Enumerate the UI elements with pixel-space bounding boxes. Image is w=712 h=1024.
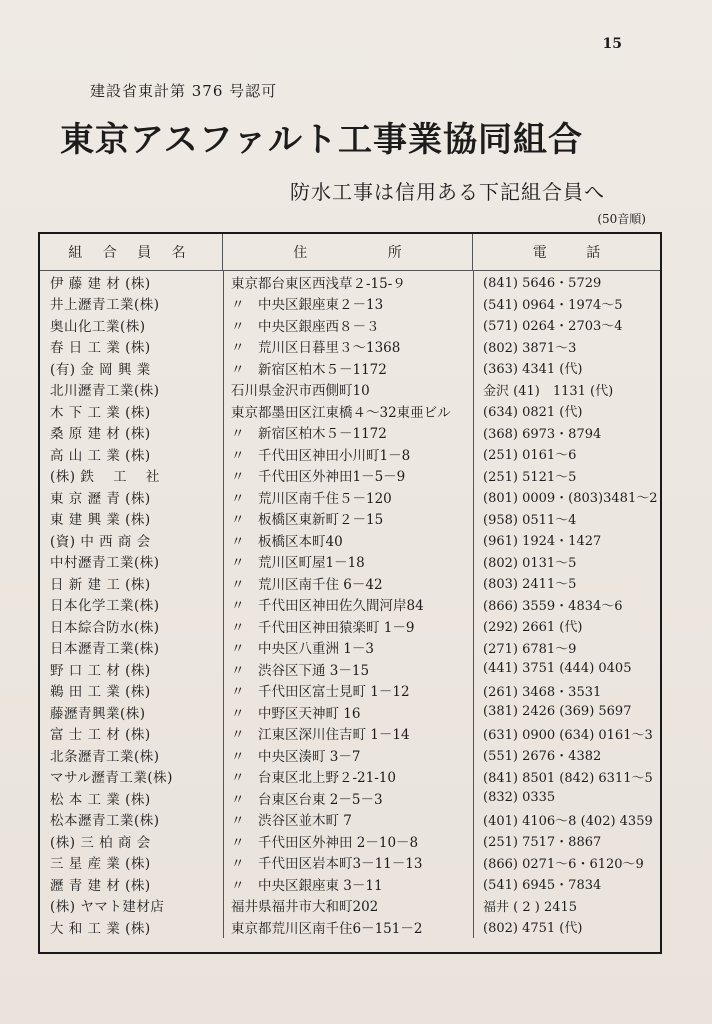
member-tel: (541) 6945・7834 bbox=[483, 878, 602, 894]
member-name: 奥山化工業(株) bbox=[50, 318, 146, 335]
table-row bbox=[40, 787, 660, 809]
table-row bbox=[40, 293, 660, 315]
member-address: 〃 中央区八重洲 1－3 bbox=[231, 641, 374, 658]
member-address: 〃 中央区銀座東 3－11 bbox=[231, 877, 383, 894]
table-row bbox=[40, 271, 660, 293]
page-subtitle: 防水工事は信用ある下記組合員へ bbox=[290, 180, 605, 204]
member-address: 〃 中央区銀座東２－13 bbox=[231, 297, 384, 314]
member-address: 〃 江東区深川住吉町 1－14 bbox=[231, 727, 410, 744]
member-name: (有) 金 岡 興 業 bbox=[50, 361, 151, 378]
member-tel: (802) 3871～3 bbox=[483, 340, 577, 356]
member-address: 〃 荒川区日暮里３～1368 bbox=[231, 340, 401, 357]
member-address: 〃 板橋区東新町２－15 bbox=[231, 512, 384, 529]
member-tel: (541) 0964・1974～5 bbox=[483, 297, 623, 313]
column-divider bbox=[473, 271, 474, 938]
member-tel: (958) 0511～4 bbox=[483, 512, 577, 528]
member-tel: (251) 0161～6 bbox=[483, 448, 577, 464]
member-tel: (363) 4341 (代) bbox=[483, 362, 583, 378]
member-name: 東 京 瀝 青 (株) bbox=[50, 490, 151, 507]
member-address: 〃 渋谷区並木町 7 bbox=[231, 813, 352, 830]
member-address: 〃 荒川区南千住５－120 bbox=[231, 490, 392, 507]
member-name: 木 下 工 業 (株) bbox=[50, 404, 151, 421]
member-name: 高 山 工 業 (株) bbox=[50, 447, 151, 464]
table-row bbox=[40, 486, 660, 508]
member-name: 野 口 工 材 (株) bbox=[50, 662, 151, 679]
member-tel: 金沢 (41) 1131 (代) bbox=[483, 383, 614, 399]
table-row bbox=[40, 766, 660, 788]
member-address: 〃 中野区天神町 16 bbox=[231, 705, 361, 722]
member-address: 福井県福井市大和町202 bbox=[231, 899, 379, 916]
member-tel: (251) 5121～5 bbox=[483, 469, 577, 485]
member-tel: (961) 1924・1427 bbox=[483, 534, 602, 550]
member-address: 石川県金沢市西側町10 bbox=[231, 383, 370, 400]
member-name: (株) ヤマト建材店 bbox=[50, 899, 165, 916]
member-address: 〃 千代田区神田佐久間河岸84 bbox=[231, 598, 424, 615]
table-row bbox=[40, 572, 660, 594]
member-address: 〃 中央区銀座西８－３ bbox=[231, 318, 380, 335]
member-tel: (802) 0131～5 bbox=[483, 555, 577, 571]
member-name: 三 星 産 業 (株) bbox=[50, 856, 151, 873]
member-address: 〃 千代田区神田猿楽町 1－9 bbox=[231, 619, 415, 636]
member-address: 〃 千代田区富士見町 1－12 bbox=[231, 684, 410, 701]
member-tel: (631) 0900 (634) 0161～3 bbox=[483, 727, 653, 743]
member-name: 伊 藤 建 材 (株) bbox=[50, 275, 151, 292]
approval-note: 建設省東計第 376 号認可 bbox=[90, 82, 278, 100]
table-header bbox=[40, 234, 660, 271]
member-address: 〃 台東区台東 2－5－3 bbox=[231, 791, 383, 808]
member-address: 〃 千代田区神田小川町1－8 bbox=[231, 447, 411, 464]
header-address bbox=[223, 234, 473, 270]
table-row bbox=[40, 379, 660, 401]
header-tel-char-2: 話 bbox=[586, 245, 601, 261]
member-name: 日本瀝青工業(株) bbox=[50, 641, 160, 658]
member-tel: (841) 5646・5729 bbox=[483, 276, 602, 292]
member-tel: (292) 2661 (代) bbox=[483, 620, 583, 636]
member-name: 東 建 興 業 (株) bbox=[50, 512, 151, 529]
member-tel: (441) 3751 (444) 0405 bbox=[483, 661, 632, 677]
table-row bbox=[40, 508, 660, 530]
table-row bbox=[40, 658, 660, 680]
table-row bbox=[40, 809, 660, 831]
member-address: 東京都荒川区南千住6－151－2 bbox=[231, 920, 423, 937]
member-name: 日本綜合防水(株) bbox=[50, 619, 160, 636]
member-tel: (634) 0821 (代) bbox=[483, 405, 583, 421]
member-name: (資) 中 西 商 会 bbox=[50, 533, 151, 550]
table-row bbox=[40, 551, 660, 573]
member-tel: (866) 0271～6・6120～9 bbox=[483, 856, 644, 872]
member-name: マサル瀝青工業(株) bbox=[50, 770, 173, 787]
member-address: 〃 千代田区外神田1－5－9 bbox=[231, 469, 406, 486]
table-body bbox=[40, 271, 660, 938]
member-tel: 福井 ( 2 ) 2415 bbox=[483, 899, 578, 915]
table-row bbox=[40, 895, 660, 917]
member-tel: (866) 3559・4834～6 bbox=[483, 598, 623, 614]
table-row bbox=[40, 830, 660, 852]
table-row bbox=[40, 615, 660, 637]
header-tel bbox=[473, 234, 660, 270]
member-address: 東京都墨田区江東橋４～32東亜ビル bbox=[231, 404, 451, 421]
member-tel: (841) 8501 (842) 6311～5 bbox=[483, 770, 653, 786]
member-name: 大 和 工 業 (株) bbox=[50, 920, 151, 937]
header-name: 組 合 員 名 bbox=[40, 234, 223, 270]
table-row bbox=[40, 336, 660, 358]
member-name: 鵜 田 工 業 (株) bbox=[50, 684, 151, 701]
member-tel: (801) 0009・(803)3481～2 bbox=[483, 491, 658, 507]
member-tel: (803) 2411～5 bbox=[483, 577, 577, 593]
member-name: 日本化学工業(株) bbox=[50, 598, 160, 615]
member-name: 日 新 建 工 (株) bbox=[50, 576, 151, 593]
member-name: 北条瀝青工業(株) bbox=[50, 748, 160, 765]
member-address: 〃 荒川区南千住 6－42 bbox=[231, 576, 383, 593]
member-address: 〃 板橋区本町40 bbox=[231, 533, 343, 550]
member-table bbox=[38, 232, 662, 954]
member-address: 〃 新宿区柏木５－1172 bbox=[231, 361, 387, 378]
member-name: (株) 三 柏 商 会 bbox=[50, 834, 151, 851]
member-address: 東京都台東区西浅草２-15-９ bbox=[231, 275, 406, 292]
member-tel: (368) 6973・8794 bbox=[483, 426, 602, 442]
member-tel: (802) 4751 (代) bbox=[483, 921, 583, 937]
table-row bbox=[40, 422, 660, 444]
member-address: 〃 新宿区柏木５－1172 bbox=[231, 426, 387, 443]
member-tel: (271) 6781～9 bbox=[483, 641, 577, 657]
member-tel: (571) 0264・2703～4 bbox=[483, 319, 623, 335]
member-name: 春 日 工 業 (株) bbox=[50, 340, 151, 357]
member-name: 松 本 工 業 (株) bbox=[50, 791, 151, 808]
table-row bbox=[40, 873, 660, 895]
table-row bbox=[40, 637, 660, 659]
order-note: (50音順) bbox=[597, 212, 646, 226]
page-title: 東京アスファルト工事業協同組合 bbox=[60, 120, 583, 160]
member-tel: (251) 7517・8867 bbox=[483, 835, 602, 851]
member-tel: (381) 2426 (369) 5697 bbox=[483, 704, 632, 720]
table-row bbox=[40, 529, 660, 551]
table-row bbox=[40, 680, 660, 702]
column-divider bbox=[223, 271, 224, 938]
member-name: 中村瀝青工業(株) bbox=[50, 555, 160, 572]
table-row bbox=[40, 314, 660, 336]
header-address-char-1: 住 bbox=[293, 245, 308, 261]
table-row bbox=[40, 916, 660, 938]
table-row bbox=[40, 443, 660, 465]
table-row bbox=[40, 701, 660, 723]
member-name: 松本瀝青工業(株) bbox=[50, 813, 160, 830]
member-address: 〃 千代田区外神田 2－10－8 bbox=[231, 834, 419, 851]
member-name: 藤瀝青興業(株) bbox=[50, 705, 146, 722]
member-name: 桑 原 建 材 (株) bbox=[50, 426, 151, 443]
table-row bbox=[40, 594, 660, 616]
member-tel: (261) 3468・3531 bbox=[483, 684, 602, 700]
member-address: 〃 荒川区町屋1－18 bbox=[231, 555, 365, 572]
table-row bbox=[40, 465, 660, 487]
table-row bbox=[40, 400, 660, 422]
table-row bbox=[40, 852, 660, 874]
member-tel: (401) 4106～8 (402) 4359 bbox=[483, 813, 653, 829]
table-row bbox=[40, 723, 660, 745]
member-address: 〃 台東区北上野２-21-10 bbox=[231, 770, 396, 787]
member-tel: (832) 0335 bbox=[483, 790, 556, 806]
member-address: 〃 千代田区岩本町3－11－13 bbox=[231, 856, 423, 873]
member-name: (株) 鉄 工 社 bbox=[50, 469, 160, 486]
page-number: 15 bbox=[602, 36, 622, 52]
header-tel-char-1: 電 bbox=[532, 245, 547, 261]
member-address: 〃 中央区湊町 3－7 bbox=[231, 748, 361, 765]
member-name: 北川瀝青工業(株) bbox=[50, 383, 160, 400]
member-name: 富 士 工 材 (株) bbox=[50, 727, 151, 744]
member-name: 瀝 青 建 材 (株) bbox=[50, 877, 151, 894]
header-address-char-2: 所 bbox=[387, 245, 402, 261]
table-row bbox=[40, 357, 660, 379]
member-tel: (551) 2676・4382 bbox=[483, 749, 602, 765]
member-name: 井上瀝青工業(株) bbox=[50, 297, 160, 314]
table-row bbox=[40, 744, 660, 766]
member-address: 〃 渋谷区下通 3－15 bbox=[231, 662, 370, 679]
